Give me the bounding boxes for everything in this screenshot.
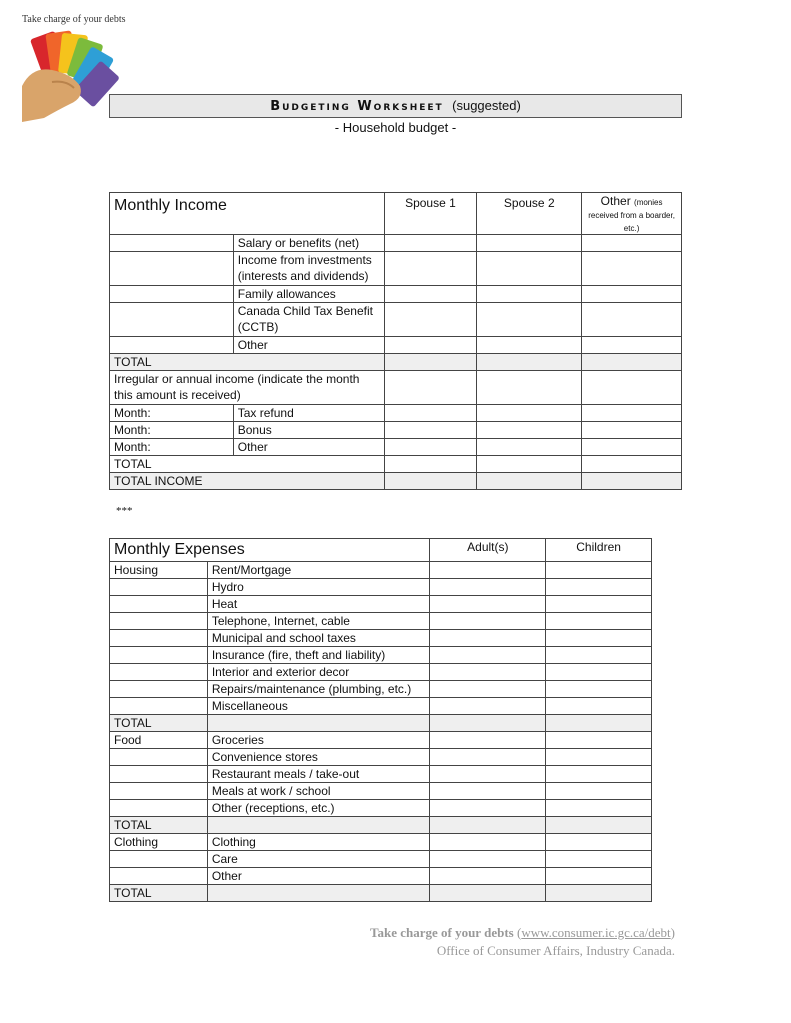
irregular-month-label: Month: xyxy=(110,405,234,422)
expense-item: Other (receptions, etc.) xyxy=(207,800,430,817)
expense-total-label: TOTAL xyxy=(110,715,208,732)
income-cell[interactable] xyxy=(384,235,477,252)
expense-total-label: TOTAL xyxy=(110,817,208,834)
expense-item: Restaurant meals / take-out xyxy=(207,766,430,783)
income-cell[interactable] xyxy=(477,422,582,439)
expense-cell[interactable] xyxy=(546,834,652,851)
income-total-label: TOTAL xyxy=(110,354,385,371)
expense-item: Convenience stores xyxy=(207,749,430,766)
income-cell[interactable] xyxy=(477,456,582,473)
income-cell[interactable] xyxy=(384,371,477,405)
expense-item: Clothing xyxy=(207,834,430,851)
income-cell[interactable] xyxy=(384,286,477,303)
expense-cell[interactable] xyxy=(546,630,652,647)
expense-total-cell[interactable] xyxy=(430,885,546,902)
income-row-item: Canada Child Tax Benefit (CCTB) xyxy=(233,303,384,337)
expense-cell[interactable] xyxy=(546,800,652,817)
income-col-spouse1: Spouse 1 xyxy=(384,193,477,235)
income-cell[interactable] xyxy=(477,439,582,456)
total-income-label: TOTAL INCOME xyxy=(110,473,385,490)
expense-total-cell[interactable] xyxy=(430,817,546,834)
expense-item: Rent/Mortgage xyxy=(207,562,430,579)
expenses-col-children: Children xyxy=(546,539,652,562)
expense-item: Municipal and school taxes xyxy=(207,630,430,647)
income-cell[interactable] xyxy=(582,456,682,473)
expense-cell[interactable] xyxy=(546,579,652,596)
income-cell[interactable] xyxy=(582,439,682,456)
expense-cell[interactable] xyxy=(546,766,652,783)
worksheet-title-bar xyxy=(109,94,682,118)
expense-item: Groceries xyxy=(207,732,430,749)
income-total-cell[interactable] xyxy=(582,473,682,490)
expense-cell[interactable] xyxy=(546,596,652,613)
income-cell[interactable] xyxy=(477,371,582,405)
expense-cell[interactable] xyxy=(430,698,546,715)
income-row-label xyxy=(110,337,234,354)
expense-cell[interactable] xyxy=(430,851,546,868)
expense-group-label: Food xyxy=(110,732,208,749)
irregular-item: Tax refund xyxy=(233,405,384,422)
expense-item: Care xyxy=(207,851,430,868)
worksheet-suggested: (suggested) xyxy=(452,98,521,113)
income-col-other-note: (monies received from a boarder, etc.) xyxy=(588,198,675,233)
income-cell[interactable] xyxy=(582,371,682,405)
income-row-item: Income from investments (interests and dividends) xyxy=(233,252,384,286)
expense-cell[interactable] xyxy=(430,868,546,885)
income-cell[interactable] xyxy=(477,235,582,252)
expense-cell[interactable] xyxy=(430,613,546,630)
expense-total-cell[interactable] xyxy=(430,715,546,732)
footer-link[interactable]: www.consumer.ic.gc.ca/debt xyxy=(521,925,671,940)
footer-title: Take charge of your debts xyxy=(369,925,514,940)
expense-item: Telephone, Internet, cable xyxy=(207,613,430,630)
expense-item: Heat xyxy=(207,596,430,613)
expense-cell[interactable] xyxy=(430,749,546,766)
income-total-cell[interactable] xyxy=(384,473,477,490)
income-total-cell[interactable] xyxy=(477,354,582,371)
income-row-label xyxy=(110,286,234,303)
worksheet-subtitle: - Household budget - xyxy=(334,120,457,135)
income-cell[interactable] xyxy=(582,303,682,337)
expense-cell[interactable] xyxy=(546,562,652,579)
expense-cell[interactable] xyxy=(546,783,652,800)
credit-cards-icon xyxy=(22,26,122,124)
expense-item: Insurance (fire, theft and liability) xyxy=(207,647,430,664)
income-cell[interactable] xyxy=(384,337,477,354)
income-total-cell[interactable] xyxy=(384,354,477,371)
income-cell[interactable] xyxy=(477,303,582,337)
expense-cell[interactable] xyxy=(546,851,652,868)
expense-cell[interactable] xyxy=(546,868,652,885)
worksheet-title: Budgeting Worksheet xyxy=(270,99,444,114)
expense-cell[interactable] xyxy=(546,681,652,698)
income-cell[interactable] xyxy=(384,439,477,456)
irregular-item: Other xyxy=(233,439,384,456)
footer xyxy=(370,924,675,960)
footer-line2: Office of Consumer Affairs, Industry Canada. xyxy=(436,943,675,958)
expense-cell[interactable] xyxy=(546,664,652,681)
income-cell[interactable] xyxy=(582,252,682,286)
income-total-cell[interactable] xyxy=(477,473,582,490)
income-cell[interactable] xyxy=(477,286,582,303)
expense-cell[interactable] xyxy=(430,596,546,613)
income-col-other xyxy=(582,193,682,235)
expense-cell[interactable] xyxy=(430,783,546,800)
income-cell[interactable] xyxy=(477,252,582,286)
expense-group-label: Housing xyxy=(110,562,208,579)
expense-cell[interactable] xyxy=(546,749,652,766)
expense-group-label: Clothing xyxy=(110,834,208,851)
expense-cell[interactable] xyxy=(546,732,652,749)
income-cell[interactable] xyxy=(384,303,477,337)
income-row-label xyxy=(110,252,234,286)
expense-cell[interactable] xyxy=(430,800,546,817)
income-cell[interactable] xyxy=(477,337,582,354)
expense-item: Interior and exterior decor xyxy=(207,664,430,681)
income-cell[interactable] xyxy=(384,252,477,286)
expense-total-cell[interactable] xyxy=(546,715,652,732)
expenses-table xyxy=(109,538,652,902)
expense-cell[interactable] xyxy=(430,766,546,783)
expenses-col-adults: Adult(s) xyxy=(430,539,546,562)
income-cell[interactable] xyxy=(582,235,682,252)
footer-line1: Take charge of your debts (www.consumer.ic.gc.ca/debt) xyxy=(369,925,675,940)
expense-cell[interactable] xyxy=(430,732,546,749)
income-cell[interactable] xyxy=(477,405,582,422)
income-cell[interactable] xyxy=(384,422,477,439)
expense-item: Repairs/maintenance (plumbing, etc.) xyxy=(207,681,430,698)
expense-cell[interactable] xyxy=(430,579,546,596)
income-row-label xyxy=(110,235,234,252)
irregular-month-label: Month: xyxy=(110,422,234,439)
section-separator: *** xyxy=(116,505,133,517)
income-row-item: Other xyxy=(233,337,384,354)
logo-tagline: Take charge of your debts xyxy=(22,14,126,25)
income-total-cell[interactable] xyxy=(582,354,682,371)
income-cell[interactable] xyxy=(582,337,682,354)
income-col-spouse2: Spouse 2 xyxy=(477,193,582,235)
expense-item: Meals at work / school xyxy=(207,783,430,800)
irregular-income-label: Irregular or annual income (indicate the month this amount is received) xyxy=(110,371,385,405)
expense-cell[interactable] xyxy=(430,562,546,579)
expense-item: Hydro xyxy=(207,579,430,596)
expense-cell[interactable] xyxy=(430,647,546,664)
expense-cell[interactable] xyxy=(546,613,652,630)
expense-total-cell[interactable] xyxy=(546,885,652,902)
income-col-other-label: Other xyxy=(600,194,631,208)
income-table xyxy=(109,192,682,490)
expenses-heading: Monthly Expenses xyxy=(110,539,430,562)
expense-cell[interactable] xyxy=(546,647,652,664)
income-cell[interactable] xyxy=(582,405,682,422)
income-cell[interactable] xyxy=(582,422,682,439)
irregular-item: Bonus xyxy=(233,422,384,439)
income-cell[interactable] xyxy=(582,286,682,303)
income-heading: Monthly Income xyxy=(110,193,385,235)
expense-cell[interactable] xyxy=(546,698,652,715)
expense-cell[interactable] xyxy=(430,630,546,647)
income-row-label xyxy=(110,303,234,337)
irregular-total-label: TOTAL xyxy=(110,456,385,473)
irregular-month-label: Month: xyxy=(110,439,234,456)
expense-cell[interactable] xyxy=(430,681,546,698)
expense-total-cell[interactable] xyxy=(546,817,652,834)
income-cell[interactable] xyxy=(384,405,477,422)
income-cell[interactable] xyxy=(384,456,477,473)
expense-total-label: TOTAL xyxy=(110,885,208,902)
expense-item: Miscellaneous xyxy=(207,698,430,715)
income-row-item: Salary or benefits (net) xyxy=(233,235,384,252)
expense-cell[interactable] xyxy=(430,834,546,851)
expense-cell[interactable] xyxy=(430,664,546,681)
income-row-item: Family allowances xyxy=(233,286,384,303)
expense-item: Other xyxy=(207,868,430,885)
